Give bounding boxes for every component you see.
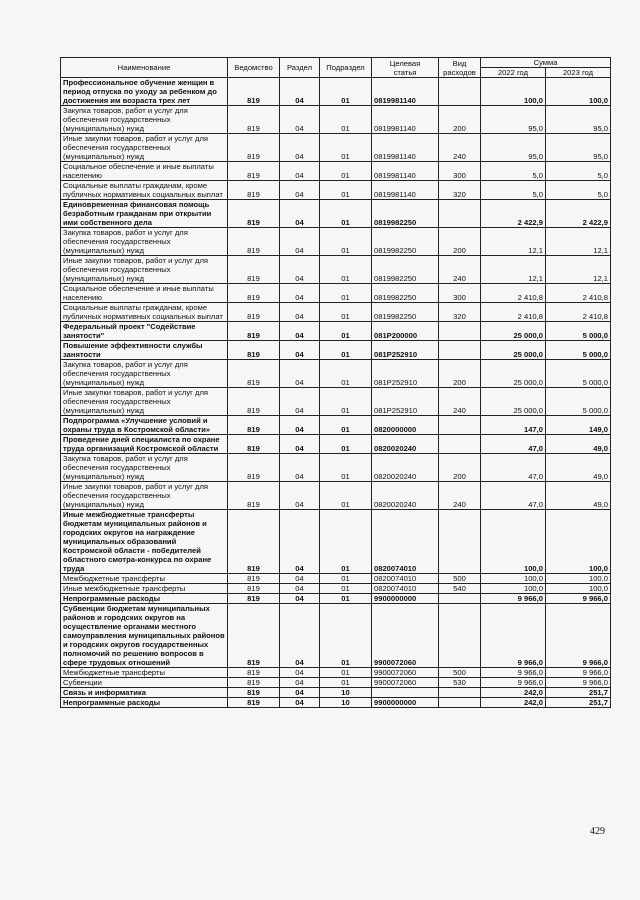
cell-sum-2022: 5,0 bbox=[481, 181, 546, 200]
cell-sum-2022: 47,0 bbox=[481, 482, 546, 510]
cell-target: 0819981140 bbox=[372, 78, 439, 106]
cell-name: Межбюджетные трансферты bbox=[61, 574, 228, 584]
cell-section: 04 bbox=[280, 228, 320, 256]
cell-name: Закупка товаров, работ и услуг для обеспечения государственных (муниципальных) нужд bbox=[61, 360, 228, 388]
cell-target: 081P252910 bbox=[372, 388, 439, 416]
cell-department: 819 bbox=[228, 284, 280, 303]
cell-name: Социальные выплаты гражданам, кроме публичных нормативных социальных выплат bbox=[61, 181, 228, 200]
cell-target: 0820074010 bbox=[372, 510, 439, 574]
cell-section: 04 bbox=[280, 388, 320, 416]
cell-section: 04 bbox=[280, 594, 320, 604]
cell-department: 819 bbox=[228, 200, 280, 228]
cell-subsection: 01 bbox=[320, 388, 372, 416]
cell-sum-2023: 5 000,0 bbox=[546, 341, 611, 360]
cell-department: 819 bbox=[228, 388, 280, 416]
cell-sum-2022: 147,0 bbox=[481, 416, 546, 435]
cell-sum-2022: 9 966,0 bbox=[481, 668, 546, 678]
cell-type bbox=[439, 604, 481, 668]
table-row bbox=[61, 256, 611, 284]
table-row bbox=[61, 228, 611, 256]
cell-target: 0820020240 bbox=[372, 435, 439, 454]
cell-sum-2023: 2 410,8 bbox=[546, 284, 611, 303]
cell-type: 320 bbox=[439, 181, 481, 200]
cell-department: 819 bbox=[228, 322, 280, 341]
page-number: 429 bbox=[590, 826, 605, 837]
col-header-type-line1: Вид bbox=[452, 58, 467, 68]
cell-sum-2022: 12,1 bbox=[481, 256, 546, 284]
cell-name: Повышение эффективности службы занятости bbox=[61, 341, 228, 360]
cell-type bbox=[439, 200, 481, 228]
cell-target: 0819981140 bbox=[372, 106, 439, 134]
budget-table bbox=[60, 57, 611, 708]
cell-sum-2023: 100,0 bbox=[546, 584, 611, 594]
cell-sum-2022: 12,1 bbox=[481, 228, 546, 256]
cell-sum-2022: 2 410,8 bbox=[481, 284, 546, 303]
cell-name: Закупка товаров, работ и услуг для обеспечения государственных (муниципальных) нужд bbox=[61, 106, 228, 134]
cell-sum-2022: 25 000,0 bbox=[481, 341, 546, 360]
cell-subsection: 01 bbox=[320, 341, 372, 360]
cell-department: 819 bbox=[228, 574, 280, 584]
cell-sum-2022: 242,0 bbox=[481, 698, 546, 708]
cell-type: 530 bbox=[439, 678, 481, 688]
cell-type bbox=[439, 510, 481, 574]
table-row bbox=[61, 303, 611, 322]
cell-sum-2023: 251,7 bbox=[546, 698, 611, 708]
cell-name: Подпрограмма «Улучшение условий и охраны труда в Костромской области» bbox=[61, 416, 228, 435]
cell-type: 200 bbox=[439, 454, 481, 482]
cell-subsection: 01 bbox=[320, 162, 372, 181]
cell-sum-2023: 12,1 bbox=[546, 228, 611, 256]
cell-name: Иные закупки товаров, работ и услуг для обеспечения государственных (муниципальных) нужд bbox=[61, 482, 228, 510]
cell-type bbox=[439, 341, 481, 360]
cell-sum-2023: 9 966,0 bbox=[546, 604, 611, 668]
cell-sum-2023: 251,7 bbox=[546, 688, 611, 698]
cell-sum-2023: 9 966,0 bbox=[546, 594, 611, 604]
cell-section: 04 bbox=[280, 256, 320, 284]
cell-target: 0819982250 bbox=[372, 303, 439, 322]
cell-target: 9900072060 bbox=[372, 604, 439, 668]
cell-sum-2022: 9 966,0 bbox=[481, 678, 546, 688]
table-row bbox=[61, 341, 611, 360]
cell-subsection: 01 bbox=[320, 604, 372, 668]
col-header-type bbox=[439, 58, 481, 78]
cell-sum-2022: 100,0 bbox=[481, 574, 546, 584]
cell-target: 9900000000 bbox=[372, 594, 439, 604]
cell-subsection: 01 bbox=[320, 360, 372, 388]
cell-department: 819 bbox=[228, 134, 280, 162]
cell-department: 819 bbox=[228, 360, 280, 388]
cell-type bbox=[439, 416, 481, 435]
cell-department: 819 bbox=[228, 510, 280, 574]
cell-type bbox=[439, 594, 481, 604]
cell-type: 200 bbox=[439, 106, 481, 134]
col-header-target-line2: статья bbox=[393, 67, 417, 77]
cell-type: 540 bbox=[439, 584, 481, 594]
cell-target: 9900000000 bbox=[372, 698, 439, 708]
cell-target: 081P252910 bbox=[372, 341, 439, 360]
cell-target: 9900072060 bbox=[372, 678, 439, 688]
cell-section: 04 bbox=[280, 604, 320, 668]
cell-type: 240 bbox=[439, 134, 481, 162]
cell-section: 04 bbox=[280, 106, 320, 134]
col-header-year1: 2022 год bbox=[481, 68, 546, 78]
cell-name: Иные закупки товаров, работ и услуг для обеспечения государственных (муниципальных) нужд bbox=[61, 388, 228, 416]
cell-target: 081P252910 bbox=[372, 360, 439, 388]
cell-name: Иные закупки товаров, работ и услуг для обеспечения государственных (муниципальных) нужд bbox=[61, 134, 228, 162]
table-header bbox=[61, 58, 611, 78]
cell-section: 04 bbox=[280, 78, 320, 106]
cell-target: 0819981140 bbox=[372, 181, 439, 200]
cell-department: 819 bbox=[228, 594, 280, 604]
col-header-year2: 2023 год bbox=[546, 68, 611, 78]
cell-subsection: 01 bbox=[320, 416, 372, 435]
cell-target: 9900072060 bbox=[372, 668, 439, 678]
table-row bbox=[61, 482, 611, 510]
cell-sum-2022: 5,0 bbox=[481, 162, 546, 181]
cell-type: 300 bbox=[439, 284, 481, 303]
cell-section: 04 bbox=[280, 510, 320, 574]
cell-subsection: 01 bbox=[320, 594, 372, 604]
table-row bbox=[61, 594, 611, 604]
cell-target bbox=[372, 688, 439, 698]
cell-type: 200 bbox=[439, 360, 481, 388]
cell-section: 04 bbox=[280, 416, 320, 435]
cell-sum-2023: 149,0 bbox=[546, 416, 611, 435]
table-row bbox=[61, 106, 611, 134]
cell-department: 819 bbox=[228, 341, 280, 360]
col-header-name: Наименование bbox=[61, 58, 228, 78]
cell-name: Субвенции bbox=[61, 678, 228, 688]
cell-subsection: 01 bbox=[320, 510, 372, 574]
cell-sum-2023: 100,0 bbox=[546, 78, 611, 106]
table-row bbox=[61, 181, 611, 200]
table-row bbox=[61, 688, 611, 698]
cell-target: 0819982250 bbox=[372, 200, 439, 228]
cell-name: Закупка товаров, работ и услуг для обеспечения государственных (муниципальных) нужд bbox=[61, 454, 228, 482]
cell-subsection: 01 bbox=[320, 106, 372, 134]
cell-name: Федеральный проект "Содействие занятости" bbox=[61, 322, 228, 341]
col-header-subsection: Подраздел bbox=[320, 58, 372, 78]
cell-sum-2022: 100,0 bbox=[481, 510, 546, 574]
cell-department: 819 bbox=[228, 482, 280, 510]
cell-department: 819 bbox=[228, 162, 280, 181]
cell-department: 819 bbox=[228, 78, 280, 106]
cell-name: Связь и информатика bbox=[61, 688, 228, 698]
cell-sum-2022: 100,0 bbox=[481, 584, 546, 594]
cell-sum-2023: 2 410,8 bbox=[546, 303, 611, 322]
cell-department: 819 bbox=[228, 604, 280, 668]
cell-target: 0820020240 bbox=[372, 454, 439, 482]
cell-section: 04 bbox=[280, 435, 320, 454]
cell-name: Непрограммные расходы bbox=[61, 594, 228, 604]
table-row bbox=[61, 360, 611, 388]
cell-sum-2023: 9 966,0 bbox=[546, 678, 611, 688]
cell-department: 819 bbox=[228, 454, 280, 482]
cell-sum-2022: 25 000,0 bbox=[481, 360, 546, 388]
cell-name: Социальное обеспечение и иные выплаты населению bbox=[61, 162, 228, 181]
cell-department: 819 bbox=[228, 416, 280, 435]
cell-sum-2023: 49,0 bbox=[546, 435, 611, 454]
cell-sum-2023: 95,0 bbox=[546, 134, 611, 162]
cell-section: 04 bbox=[280, 698, 320, 708]
cell-department: 819 bbox=[228, 303, 280, 322]
cell-department: 819 bbox=[228, 584, 280, 594]
cell-subsection: 01 bbox=[320, 668, 372, 678]
cell-sum-2023: 12,1 bbox=[546, 256, 611, 284]
cell-sum-2022: 2 410,8 bbox=[481, 303, 546, 322]
cell-target: 0819982250 bbox=[372, 284, 439, 303]
cell-name: Иные межбюджетные трансферты бюджетам муниципальных районов и городских округов на награждение муниципальных образований Костромской области - победителей областного смотра-конкурса по охране труда bbox=[61, 510, 228, 574]
table-row bbox=[61, 284, 611, 303]
cell-target: 0820074010 bbox=[372, 574, 439, 584]
col-header-sum: Сумма bbox=[481, 58, 611, 68]
cell-name: Межбюджетные трансферты bbox=[61, 668, 228, 678]
cell-subsection: 01 bbox=[320, 200, 372, 228]
cell-target: 0819982250 bbox=[372, 228, 439, 256]
cell-subsection: 01 bbox=[320, 322, 372, 341]
cell-sum-2022: 95,0 bbox=[481, 106, 546, 134]
table-row bbox=[61, 322, 611, 341]
cell-section: 04 bbox=[280, 482, 320, 510]
cell-section: 04 bbox=[280, 303, 320, 322]
cell-department: 819 bbox=[228, 688, 280, 698]
cell-type: 200 bbox=[439, 228, 481, 256]
cell-section: 04 bbox=[280, 454, 320, 482]
cell-section: 04 bbox=[280, 162, 320, 181]
cell-sum-2023: 5 000,0 bbox=[546, 388, 611, 416]
cell-type bbox=[439, 322, 481, 341]
table-row bbox=[61, 388, 611, 416]
table-row bbox=[61, 668, 611, 678]
cell-type bbox=[439, 698, 481, 708]
col-header-target bbox=[372, 58, 439, 78]
col-header-department: Ведомство bbox=[228, 58, 280, 78]
cell-sum-2023: 2 422,9 bbox=[546, 200, 611, 228]
cell-sum-2023: 100,0 bbox=[546, 510, 611, 574]
table-row bbox=[61, 510, 611, 574]
col-header-section: Раздел bbox=[280, 58, 320, 78]
cell-section: 04 bbox=[280, 584, 320, 594]
cell-sum-2022: 47,0 bbox=[481, 454, 546, 482]
table-row bbox=[61, 604, 611, 668]
cell-department: 819 bbox=[228, 435, 280, 454]
cell-subsection: 01 bbox=[320, 284, 372, 303]
cell-sum-2022: 9 966,0 bbox=[481, 594, 546, 604]
cell-section: 04 bbox=[280, 688, 320, 698]
cell-department: 819 bbox=[228, 668, 280, 678]
cell-section: 04 bbox=[280, 678, 320, 688]
cell-sum-2023: 49,0 bbox=[546, 482, 611, 510]
cell-sum-2022: 242,0 bbox=[481, 688, 546, 698]
cell-name: Проведение дней специалиста по охране труда организаций Костромской области bbox=[61, 435, 228, 454]
col-header-target-line1: Целевая bbox=[389, 58, 421, 68]
cell-target: 0820020240 bbox=[372, 482, 439, 510]
cell-name: Иные межбюджетные трансферты bbox=[61, 584, 228, 594]
cell-section: 04 bbox=[280, 200, 320, 228]
cell-name: Профессиональное обучение женщин в период отпуска по уходу за ребенком до достижения им возраста трех лет bbox=[61, 78, 228, 106]
cell-subsection: 01 bbox=[320, 435, 372, 454]
cell-department: 819 bbox=[228, 678, 280, 688]
cell-sum-2023: 5,0 bbox=[546, 162, 611, 181]
table-row bbox=[61, 162, 611, 181]
cell-sum-2023: 49,0 bbox=[546, 454, 611, 482]
cell-subsection: 01 bbox=[320, 134, 372, 162]
cell-section: 04 bbox=[280, 341, 320, 360]
cell-type: 240 bbox=[439, 256, 481, 284]
cell-name: Единовременная финансовая помощь безработным гражданам при открытии ими собственного дела bbox=[61, 200, 228, 228]
cell-subsection: 01 bbox=[320, 584, 372, 594]
cell-target: 0819982250 bbox=[372, 256, 439, 284]
cell-target: 081P200000 bbox=[372, 322, 439, 341]
cell-type bbox=[439, 688, 481, 698]
cell-subsection: 01 bbox=[320, 303, 372, 322]
cell-section: 04 bbox=[280, 284, 320, 303]
table-row bbox=[61, 416, 611, 435]
cell-sum-2023: 5,0 bbox=[546, 181, 611, 200]
cell-department: 819 bbox=[228, 256, 280, 284]
cell-department: 819 bbox=[228, 698, 280, 708]
cell-type: 500 bbox=[439, 668, 481, 678]
table-row bbox=[61, 678, 611, 688]
table-row bbox=[61, 78, 611, 106]
cell-sum-2023: 100,0 bbox=[546, 574, 611, 584]
cell-name: Непрограммные расходы bbox=[61, 698, 228, 708]
cell-sum-2022: 9 966,0 bbox=[481, 604, 546, 668]
cell-sum-2023: 5 000,0 bbox=[546, 322, 611, 341]
cell-section: 04 bbox=[280, 574, 320, 584]
table-row bbox=[61, 698, 611, 708]
cell-section: 04 bbox=[280, 322, 320, 341]
cell-subsection: 10 bbox=[320, 698, 372, 708]
cell-name: Субвенции бюджетам муниципальных районов и городских округов на осуществление органами местного самоуправления муниципальных районов и городских округов государственных полномочий по решению вопросов в сфере трудовых отношений bbox=[61, 604, 228, 668]
cell-department: 819 bbox=[228, 106, 280, 134]
cell-type bbox=[439, 78, 481, 106]
cell-department: 819 bbox=[228, 228, 280, 256]
cell-sum-2022: 47,0 bbox=[481, 435, 546, 454]
cell-subsection: 01 bbox=[320, 574, 372, 584]
col-header-type-line2: расходов bbox=[443, 67, 476, 77]
cell-type: 500 bbox=[439, 574, 481, 584]
cell-subsection: 01 bbox=[320, 228, 372, 256]
cell-name: Социальные выплаты гражданам, кроме публичных нормативных социальных выплат bbox=[61, 303, 228, 322]
cell-target: 0819981140 bbox=[372, 134, 439, 162]
cell-sum-2022: 25 000,0 bbox=[481, 322, 546, 341]
cell-type: 320 bbox=[439, 303, 481, 322]
cell-section: 04 bbox=[280, 668, 320, 678]
cell-name: Социальное обеспечение и иные выплаты населению bbox=[61, 284, 228, 303]
table-row bbox=[61, 584, 611, 594]
cell-subsection: 01 bbox=[320, 78, 372, 106]
cell-type: 240 bbox=[439, 388, 481, 416]
cell-sum-2022: 2 422,9 bbox=[481, 200, 546, 228]
table-row bbox=[61, 134, 611, 162]
cell-subsection: 01 bbox=[320, 454, 372, 482]
cell-type: 300 bbox=[439, 162, 481, 181]
cell-section: 04 bbox=[280, 134, 320, 162]
cell-sum-2022: 100,0 bbox=[481, 78, 546, 106]
table-row bbox=[61, 454, 611, 482]
table-row bbox=[61, 435, 611, 454]
cell-department: 819 bbox=[228, 181, 280, 200]
cell-subsection: 01 bbox=[320, 678, 372, 688]
cell-target: 0820000000 bbox=[372, 416, 439, 435]
cell-section: 04 bbox=[280, 360, 320, 388]
cell-sum-2022: 95,0 bbox=[481, 134, 546, 162]
cell-subsection: 01 bbox=[320, 181, 372, 200]
cell-name: Иные закупки товаров, работ и услуг для обеспечения государственных (муниципальных) нужд bbox=[61, 256, 228, 284]
cell-name: Закупка товаров, работ и услуг для обеспечения государственных (муниципальных) нужд bbox=[61, 228, 228, 256]
cell-sum-2023: 5 000,0 bbox=[546, 360, 611, 388]
cell-target: 0819981140 bbox=[372, 162, 439, 181]
cell-subsection: 01 bbox=[320, 256, 372, 284]
cell-subsection: 10 bbox=[320, 688, 372, 698]
cell-section: 04 bbox=[280, 181, 320, 200]
table-body bbox=[61, 78, 611, 708]
cell-subsection: 01 bbox=[320, 482, 372, 510]
cell-type bbox=[439, 435, 481, 454]
cell-type: 240 bbox=[439, 482, 481, 510]
cell-sum-2022: 25 000,0 bbox=[481, 388, 546, 416]
table-row bbox=[61, 574, 611, 584]
cell-sum-2023: 9 966,0 bbox=[546, 668, 611, 678]
table-row bbox=[61, 200, 611, 228]
cell-sum-2023: 95,0 bbox=[546, 106, 611, 134]
cell-target: 0820074010 bbox=[372, 584, 439, 594]
